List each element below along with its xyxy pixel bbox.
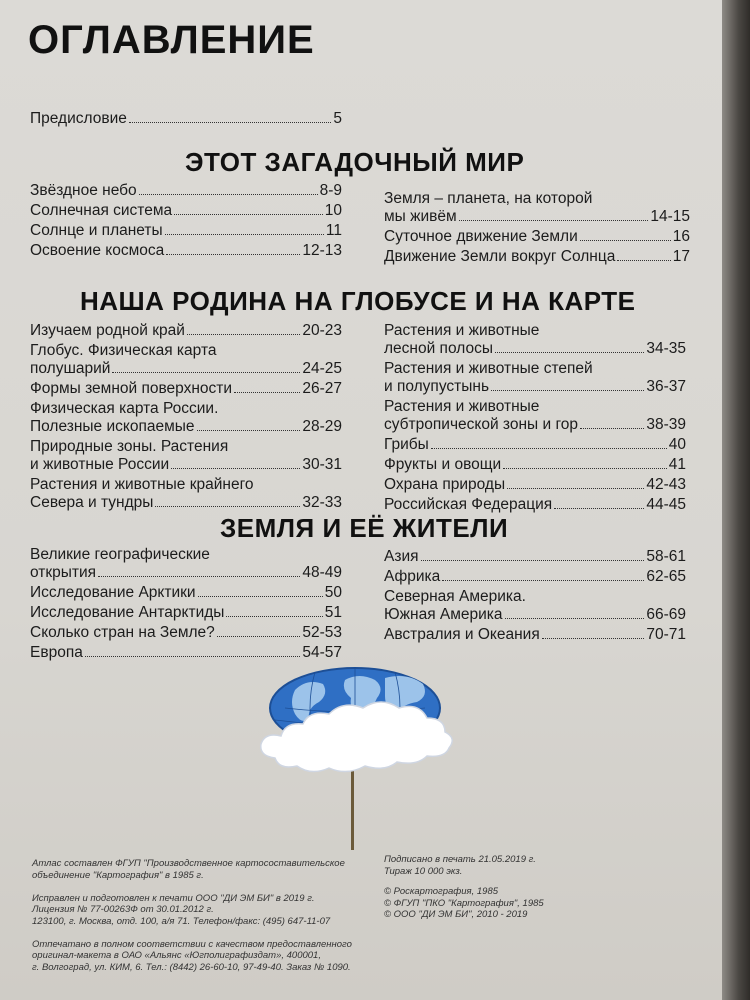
- toc-entry[interactable]: [384, 398, 686, 434]
- toc-entry[interactable]: [30, 438, 342, 474]
- entry-title: Австралия и Океания: [384, 626, 540, 643]
- dot-leader: [174, 214, 323, 215]
- entry-title: субтропической зоны и гор: [384, 416, 579, 433]
- dot-leader: [165, 234, 324, 235]
- entry-page: 36-37: [646, 378, 686, 395]
- toc-entry[interactable]: [30, 342, 342, 378]
- stem-shape: [351, 760, 354, 850]
- entry-page: 28-29: [302, 418, 342, 435]
- imprint-line: Тираж 10 000 экз.: [384, 865, 463, 877]
- toc-entry[interactable]: [384, 456, 686, 474]
- toc-entry[interactable]: [30, 604, 342, 622]
- imprint-line: г. Волгоград, ул. КИМ, 6. Тел.: (8442) 26-60-10, 97-49-40. Заказ № 1090.: [32, 961, 351, 973]
- toc-entry[interactable]: [384, 548, 686, 566]
- globe-on-cloud-icon: [255, 660, 505, 850]
- imprint-line: Отпечатано в полном соответствии с качеством предоставленного: [32, 938, 352, 950]
- entry-page: 5: [333, 110, 342, 127]
- toc-entry[interactable]: [384, 496, 686, 514]
- dot-leader: [459, 220, 649, 221]
- imprint-line: объединение "Картография" в 1985 г.: [32, 869, 204, 881]
- entry-title: Полезные ископаемые: [30, 418, 195, 435]
- entry-title-line: Природные зоны. Растения: [30, 438, 229, 455]
- imprint-line: © ФГУП "ПКО "Картография", 1985: [384, 897, 544, 909]
- toc-entry[interactable]: [384, 588, 686, 624]
- entry-title: Севера и тундры: [30, 494, 154, 511]
- imprint-line: [32, 927, 352, 939]
- toc-entry[interactable]: [30, 222, 342, 240]
- entry-title: и полупустынь: [384, 378, 490, 395]
- entry-page: 40: [668, 436, 686, 453]
- entry-page: 26-27: [302, 380, 342, 397]
- dot-leader: [431, 448, 667, 449]
- entry-page: 48-49: [302, 564, 342, 581]
- entry-title: Южная Америка: [384, 606, 503, 623]
- dot-leader: [617, 260, 670, 261]
- imprint-line: оригинал-макета в ОАО «Альянс «Югполиграфиздат», 400001,: [32, 950, 321, 961]
- dot-leader: [503, 468, 667, 469]
- entry-title-line: Физическая карта России.: [30, 400, 219, 417]
- entry-title-line: Великие географические: [30, 546, 210, 563]
- toc-column-left: [30, 322, 342, 514]
- toc-entry[interactable]: [30, 584, 342, 602]
- entry-page: 32-33: [302, 494, 342, 511]
- imprint-left: [32, 858, 352, 973]
- entry-title: Предисловие: [30, 110, 127, 127]
- imprint-line: © ООО "ДИ ЭМ БИ", 2010 - 2019: [384, 909, 528, 920]
- toc-entry[interactable]: [384, 476, 686, 494]
- entry-title: Африка: [384, 568, 441, 585]
- dot-leader: [166, 254, 300, 255]
- entry-title-line: Глобус. Физическая карта: [30, 342, 217, 359]
- dot-leader: [554, 508, 644, 509]
- entry-page: 11: [325, 222, 342, 239]
- toc-entry[interactable]: [384, 248, 690, 266]
- imprint-right-bottom: [384, 886, 544, 921]
- dot-leader: [491, 390, 644, 391]
- page-title: ОГЛАВЛЕНИЕ: [28, 18, 315, 62]
- entry-title: и животные России: [30, 456, 170, 473]
- entry-page: 62-65: [646, 568, 686, 585]
- entry-page: 12-13: [302, 242, 342, 259]
- toc-entry[interactable]: [30, 322, 342, 340]
- toc-entry[interactable]: [30, 202, 342, 220]
- toc-entry[interactable]: [384, 568, 686, 586]
- toc-entry[interactable]: [384, 626, 686, 644]
- toc-entry[interactable]: [384, 360, 686, 396]
- book-spine-edge: [722, 0, 750, 1000]
- entry-title: открытия: [30, 564, 97, 581]
- toc-preface: [30, 110, 342, 128]
- dot-leader: [171, 468, 300, 469]
- imprint-line: Подписано в печать 21.05.2019 г.: [384, 854, 536, 865]
- dot-leader: [421, 560, 645, 561]
- entry-title-line: Северная Америка.: [384, 588, 526, 605]
- entry-title: лесной полосы: [384, 340, 493, 357]
- dot-leader: [98, 576, 300, 577]
- entry-page: 8-9: [319, 182, 342, 199]
- entry-page: 10: [324, 202, 342, 219]
- section-heading: ЭТОТ ЗАГАДОЧНЫЙ МИР: [185, 147, 525, 177]
- entry-title: полушарий: [30, 360, 111, 377]
- entry-title: Азия: [384, 548, 419, 565]
- entry-page: 44-45: [646, 496, 686, 513]
- toc-column-left: [30, 182, 342, 262]
- section-heading: ЗЕМЛЯ И ЕЁ ЖИТЕЛИ: [220, 513, 509, 543]
- dot-leader: [217, 636, 301, 637]
- entry-title: Движение Земли вокруг Солнца: [384, 248, 616, 265]
- imprint-line: Атлас составлен ФГУП "Производственное картосоставительское: [32, 858, 345, 869]
- toc-entry[interactable]: [30, 242, 342, 260]
- entry-title-line: Растения и животные степей: [384, 360, 593, 377]
- toc-entry[interactable]: [30, 400, 342, 436]
- entry-page: 16: [672, 228, 690, 245]
- toc-column-right: [384, 548, 686, 646]
- toc-entry[interactable]: [30, 110, 342, 128]
- dot-leader: [198, 596, 323, 597]
- entry-title: Исследование Арктики: [30, 584, 196, 601]
- entry-page: 14-15: [650, 208, 690, 225]
- imprint-line: Исправлен и подготовлен к печати ООО "ДИ ЭМ БИ" в 2019 г.: [32, 892, 315, 904]
- entry-title: Грибы: [384, 436, 429, 453]
- entry-page: 17: [672, 248, 690, 265]
- dot-leader: [129, 122, 332, 123]
- dot-leader: [495, 352, 644, 353]
- imprint-line: © Роскартография, 1985: [384, 886, 499, 897]
- entry-title-line: Растения и животные крайнего: [30, 476, 254, 493]
- entry-title: Фрукты и овощи: [384, 456, 502, 473]
- entry-page: 34-35: [646, 340, 686, 357]
- toc-entry[interactable]: [30, 624, 342, 642]
- entry-page: 38-39: [646, 416, 686, 433]
- dot-leader: [542, 638, 645, 639]
- dot-leader: [139, 194, 318, 195]
- entry-title: мы живём: [384, 208, 457, 225]
- dot-leader: [197, 430, 301, 431]
- entry-title: Звёздное небо: [30, 182, 137, 199]
- dot-leader: [505, 618, 645, 619]
- toc-entry[interactable]: [384, 190, 690, 226]
- entry-title: Российская Федерация: [384, 496, 553, 513]
- dot-leader: [442, 580, 644, 581]
- entry-title: Формы земной поверхности: [30, 380, 233, 397]
- entry-title: Изучаем родной край: [30, 322, 185, 339]
- dot-leader: [507, 488, 644, 489]
- imprint-line: [32, 881, 352, 893]
- entry-page: 41: [668, 456, 686, 473]
- toc-entry[interactable]: [30, 380, 342, 398]
- entry-page: 54-57: [302, 644, 342, 661]
- entry-title-line: Растения и животные: [384, 322, 540, 339]
- imprint-line: 123100, г. Москва, отд. 100, а/я 71. Телефон/факс: (495) 647-11-07: [32, 915, 331, 927]
- entry-page: 24-25: [302, 360, 342, 377]
- toc-column-right: [384, 322, 686, 516]
- section-heading: НАША РОДИНА НА ГЛОБУСЕ И НА КАРТЕ: [80, 286, 636, 316]
- toc-entry[interactable]: [30, 182, 342, 200]
- entry-page: 66-69: [646, 606, 686, 623]
- toc-column-left: [30, 546, 342, 664]
- entry-page: 52-53: [302, 624, 342, 641]
- entry-page: 42-43: [646, 476, 686, 493]
- entry-title-line: Растения и животные: [384, 398, 540, 415]
- entry-page: 30-31: [302, 456, 342, 473]
- entry-title: Освоение космоса: [30, 242, 165, 259]
- toc-entry[interactable]: [384, 322, 686, 358]
- dot-leader: [85, 656, 301, 657]
- dot-leader: [155, 506, 300, 507]
- toc-entry[interactable]: [30, 476, 342, 512]
- entry-page: 58-61: [646, 548, 686, 565]
- toc-entry[interactable]: [384, 436, 686, 454]
- entry-title: Сколько стран на Земле?: [30, 624, 215, 641]
- entry-title: Суточное движение Земли: [384, 228, 578, 245]
- entry-page: 51: [324, 604, 342, 621]
- dot-leader: [234, 392, 300, 393]
- entry-title: Солнце и планеты: [30, 222, 163, 239]
- toc-column-right: [384, 190, 690, 268]
- dot-leader: [112, 372, 300, 373]
- toc-entry[interactable]: [30, 546, 342, 582]
- entry-title: Исследование Антарктиды: [30, 604, 225, 621]
- imprint-right-top: [384, 854, 536, 877]
- imprint-line: Лицензия № 77-00263Ф от 30.01.2012 г.: [32, 904, 214, 915]
- dot-leader: [187, 334, 300, 335]
- toc-entry[interactable]: [384, 228, 690, 246]
- entry-title: Солнечная система: [30, 202, 173, 219]
- entry-page: 20-23: [302, 322, 342, 339]
- entry-page: 70-71: [646, 626, 686, 643]
- dot-leader: [580, 240, 671, 241]
- entry-title: Европа: [30, 644, 83, 661]
- dot-leader: [580, 428, 644, 429]
- dot-leader: [226, 616, 322, 617]
- entry-title: Охрана природы: [384, 476, 506, 493]
- entry-page: 50: [324, 584, 342, 601]
- entry-title-line: Земля – планета, на которой: [384, 190, 593, 207]
